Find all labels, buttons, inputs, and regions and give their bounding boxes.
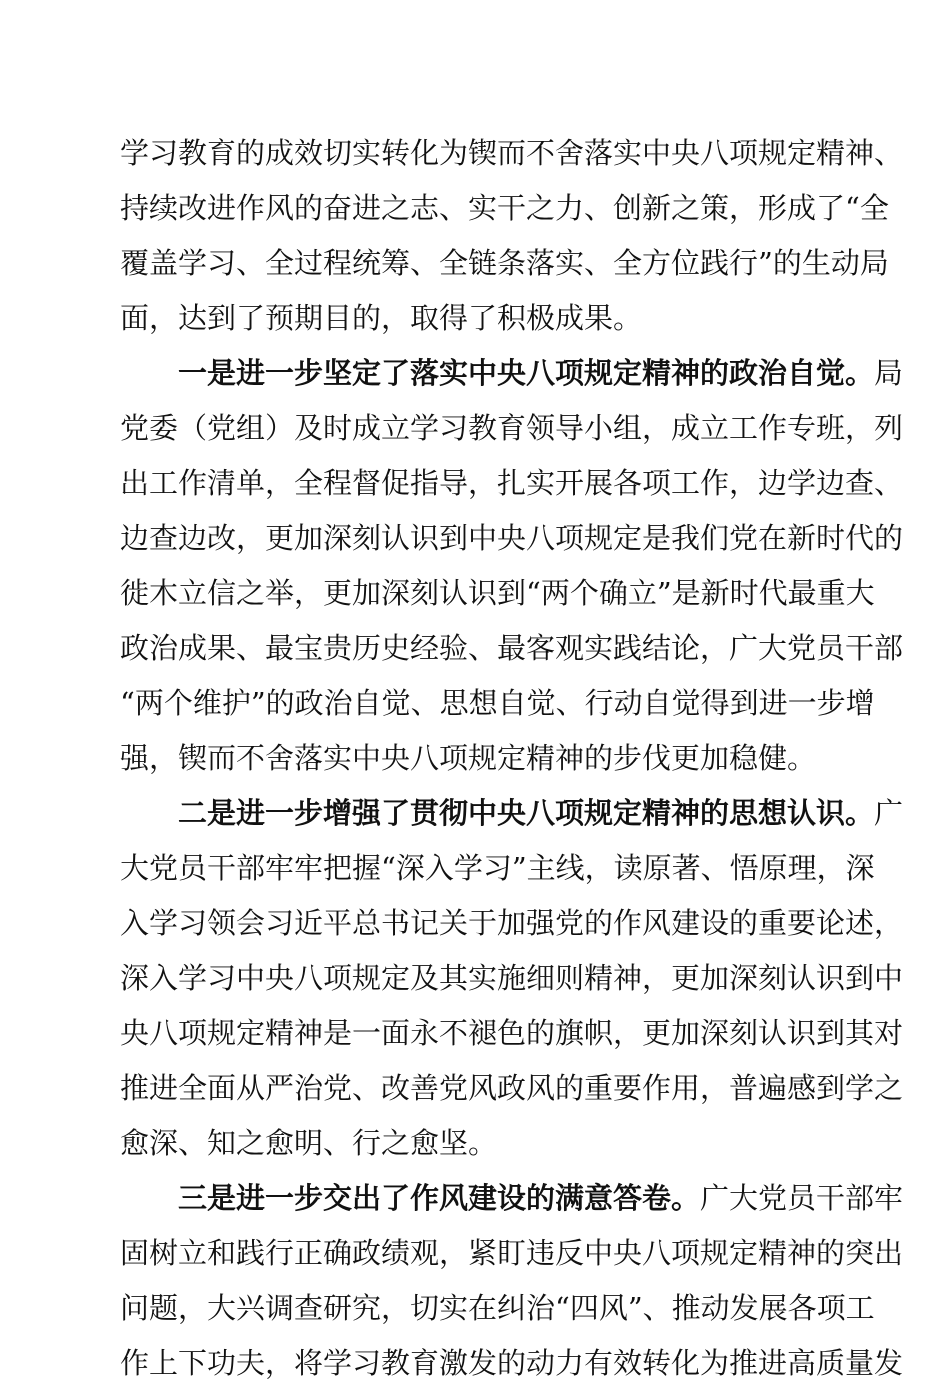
- text-line: 政治成果、最宝贵历史经验、最客观实践结论，广大党员干部: [120, 631, 904, 665]
- text-span: 广大党员干部牢: [700, 1181, 904, 1215]
- text-line: 徙木立信之举，更加深刻认识到“两个确立”是新时代最重大: [120, 576, 875, 610]
- paragraph-lead-heading: 三是进一步交出了作风建设的满意答卷。: [178, 1181, 701, 1215]
- text-line: 问题，大兴调查研究，切实在纠治“四风”、推动发展各项工: [120, 1291, 875, 1325]
- text-line: 强，锲而不舍落实中央八项规定精神的步伐更加稳健。: [120, 741, 817, 775]
- text-span: 广: [874, 796, 904, 830]
- paragraph-first-line: [120, 346, 904, 401]
- text-line: 推进全面从严治党、改善党风政风的重要作用，普遍感到学之: [120, 1071, 904, 1105]
- text-line: 边查边改，更加深刻认识到中央八项规定是我们党在新时代的: [120, 521, 904, 555]
- text-line: 党委（党组）及时成立学习教育领导小组，成立工作专班，列: [120, 411, 904, 445]
- text-span: 局: [874, 356, 904, 390]
- text-line: 央八项规定精神是一面永不褪色的旗帜，更加深刻认识到其对: [120, 1016, 904, 1050]
- text-line: 作上下功夫，将学习教育激发的动力有效转化为推进高质量发: [120, 1346, 904, 1380]
- text-line: “两个维护”的政治自觉、思想自觉、行动自觉得到进一步增: [120, 686, 875, 720]
- text-line: 面，达到了预期目的，取得了积极成果。: [120, 301, 643, 335]
- text-line: 覆盖学习、全过程统筹、全链条落实、全方位践行”的生动局: [120, 246, 889, 280]
- text-line: 愈深、知之愈明、行之愈坚。: [120, 1126, 498, 1160]
- text-line: 持续改进作风的奋进之志、实干之力、创新之策，形成了“全: [120, 191, 889, 225]
- text-line: 深入学习中央八项规定及其实施细则精神，更加深刻认识到中: [120, 961, 904, 995]
- text-line: 固树立和践行正确政绩观，紧盯违反中央八项规定精神的突出: [120, 1236, 904, 1270]
- paragraph-first-line: [120, 786, 904, 841]
- text-line: 学习教育的成效切实转化为锲而不舍落实中央八项规定精神、: [120, 136, 904, 170]
- paragraph-lead-heading: 一是进一步坚定了落实中央八项规定精神的政治自觉。: [178, 356, 875, 390]
- document-page: [120, 126, 904, 1391]
- paragraph-first-line: [120, 1171, 904, 1226]
- text-line: 大党员干部牢牢把握“深入学习”主线，读原著、悟原理，深: [120, 851, 875, 885]
- text-line: 入学习领会习近平总书记关于加强党的作风建设的重要论述，: [120, 906, 904, 940]
- paragraph-lead-heading: 二是进一步增强了贯彻中央八项规定精神的思想认识。: [178, 796, 875, 830]
- text-line: 出工作清单，全程督促指导，扎实开展各项工作，边学边查、: [120, 466, 904, 500]
